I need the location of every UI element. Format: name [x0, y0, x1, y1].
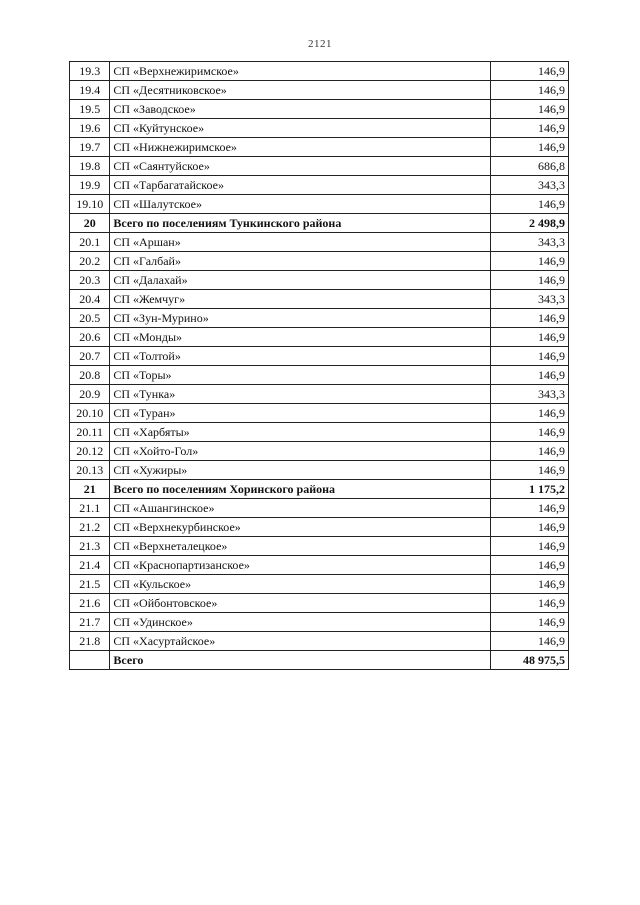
table-row [70, 176, 569, 195]
settlement-name-cell: СП «Верхнежиримское» [110, 62, 491, 81]
row-number-cell: 21.6 [70, 594, 110, 613]
table-row [70, 537, 569, 556]
table-row [70, 594, 569, 613]
settlement-name-cell: СП «Харбяты» [110, 423, 491, 442]
settlement-name-cell: СП «Тунка» [110, 385, 491, 404]
settlement-name-cell: СП «Заводское» [110, 100, 491, 119]
table-row [70, 328, 569, 347]
settlement-name-cell: СП «Ойбонтовское» [110, 594, 491, 613]
row-number-cell: 21 [70, 480, 110, 499]
settlement-name-cell: СП «Кульское» [110, 575, 491, 594]
row-number-cell: 21.8 [70, 632, 110, 651]
row-number-cell: 21.3 [70, 537, 110, 556]
amount-cell: 146,9 [491, 271, 569, 290]
table-row [70, 195, 569, 214]
amount-cell: 2 498,9 [491, 214, 569, 233]
table-row [70, 100, 569, 119]
amount-cell: 146,9 [491, 328, 569, 347]
amount-cell: 146,9 [491, 195, 569, 214]
amount-cell: 146,9 [491, 461, 569, 480]
table-row [70, 81, 569, 100]
amount-cell: 146,9 [491, 575, 569, 594]
row-number-cell: 20.3 [70, 271, 110, 290]
row-number-cell: 19.6 [70, 119, 110, 138]
settlement-name-cell: СП «Удинское» [110, 613, 491, 632]
row-number-cell: 21.5 [70, 575, 110, 594]
settlement-name-cell: СП «Саянтуйское» [110, 157, 491, 176]
table-row [70, 632, 569, 651]
table-row [70, 271, 569, 290]
row-number-cell [70, 651, 110, 670]
table-row [70, 309, 569, 328]
row-number-cell: 20.1 [70, 233, 110, 252]
amount-cell: 146,9 [491, 138, 569, 157]
amount-cell: 343,3 [491, 385, 569, 404]
amount-cell: 343,3 [491, 176, 569, 195]
row-number-cell: 19.4 [70, 81, 110, 100]
table-body [70, 62, 569, 670]
table-row [70, 290, 569, 309]
amount-cell: 146,9 [491, 613, 569, 632]
amount-cell: 146,9 [491, 252, 569, 271]
row-number-cell: 20.2 [70, 252, 110, 271]
row-number-cell: 20.13 [70, 461, 110, 480]
table-row [70, 423, 569, 442]
settlement-name-cell: СП «Верхнеталецкое» [110, 537, 491, 556]
settlement-name-cell: СП «Галбай» [110, 252, 491, 271]
row-number-cell: 20.12 [70, 442, 110, 461]
row-number-cell: 20.7 [70, 347, 110, 366]
amount-cell: 146,9 [491, 62, 569, 81]
settlement-name-cell: СП «Торы» [110, 366, 491, 385]
table-row [70, 366, 569, 385]
row-number-cell: 20.10 [70, 404, 110, 423]
amount-cell: 343,3 [491, 233, 569, 252]
amount-cell: 146,9 [491, 81, 569, 100]
amount-cell: 686,8 [491, 157, 569, 176]
settlement-name-cell: СП «Куйтунское» [110, 119, 491, 138]
amount-cell: 146,9 [491, 366, 569, 385]
settlements-table [69, 61, 569, 670]
settlement-name-cell: СП «Нижнежиримское» [110, 138, 491, 157]
settlement-name-cell: СП «Тарбагатайское» [110, 176, 491, 195]
row-number-cell: 20 [70, 214, 110, 233]
row-number-cell: 20.5 [70, 309, 110, 328]
amount-cell: 146,9 [491, 347, 569, 366]
amount-cell: 146,9 [491, 119, 569, 138]
table-row [70, 613, 569, 632]
row-number-cell: 21.4 [70, 556, 110, 575]
row-number-cell: 20.6 [70, 328, 110, 347]
row-number-cell: 20.8 [70, 366, 110, 385]
table-row [70, 499, 569, 518]
row-number-cell: 19.8 [70, 157, 110, 176]
settlement-name-cell: СП «Хужиры» [110, 461, 491, 480]
settlement-name-cell: СП «Зун-Мурино» [110, 309, 491, 328]
row-number-cell: 19.10 [70, 195, 110, 214]
table-row [70, 62, 569, 81]
settlement-name-cell: СП «Ашангинское» [110, 499, 491, 518]
row-number-cell: 21.2 [70, 518, 110, 537]
row-number-cell: 20.9 [70, 385, 110, 404]
settlement-name-cell: СП «Краснопартизанское» [110, 556, 491, 575]
amount-cell: 146,9 [491, 518, 569, 537]
table-row [70, 518, 569, 537]
settlement-name-cell: СП «Толтой» [110, 347, 491, 366]
settlement-name-cell: СП «Хасуртайское» [110, 632, 491, 651]
settlement-name-cell: Всего [110, 651, 491, 670]
row-number-cell: 19.7 [70, 138, 110, 157]
table-row [70, 119, 569, 138]
row-number-cell: 21.1 [70, 499, 110, 518]
table-row [70, 575, 569, 594]
amount-cell: 1 175,2 [491, 480, 569, 499]
amount-cell: 146,9 [491, 594, 569, 613]
settlement-name-cell: СП «Монды» [110, 328, 491, 347]
page-number: 2121 [308, 38, 332, 50]
table-row [70, 480, 569, 499]
settlement-name-cell: СП «Далахай» [110, 271, 491, 290]
settlement-name-cell: СП «Туран» [110, 404, 491, 423]
table-row [70, 233, 569, 252]
amount-cell: 146,9 [491, 404, 569, 423]
row-number-cell: 20.4 [70, 290, 110, 309]
row-number-cell: 19.3 [70, 62, 110, 81]
settlement-name-cell: СП «Верхнекурбинское» [110, 518, 491, 537]
table-row [70, 157, 569, 176]
settlement-name-cell: Всего по поселениям Тункинского района [110, 214, 491, 233]
table-row [70, 556, 569, 575]
settlement-name-cell: СП «Жемчуг» [110, 290, 491, 309]
settlement-name-cell: Всего по поселениям Хоринского района [110, 480, 491, 499]
row-number-cell: 21.7 [70, 613, 110, 632]
table-row [70, 461, 569, 480]
settlement-name-cell: СП «Хойто-Гол» [110, 442, 491, 461]
row-number-cell: 19.5 [70, 100, 110, 119]
table-row [70, 214, 569, 233]
amount-cell: 146,9 [491, 100, 569, 119]
amount-cell: 48 975,5 [491, 651, 569, 670]
table-row [70, 385, 569, 404]
amount-cell: 146,9 [491, 537, 569, 556]
amount-cell: 343,3 [491, 290, 569, 309]
amount-cell: 146,9 [491, 499, 569, 518]
table-row [70, 442, 569, 461]
row-number-cell: 20.11 [70, 423, 110, 442]
amount-cell: 146,9 [491, 632, 569, 651]
amount-cell: 146,9 [491, 309, 569, 328]
amount-cell: 146,9 [491, 423, 569, 442]
row-number-cell: 19.9 [70, 176, 110, 195]
amount-cell: 146,9 [491, 442, 569, 461]
settlement-name-cell: СП «Десятниковское» [110, 81, 491, 100]
table-row [70, 347, 569, 366]
settlement-name-cell: СП «Шалутское» [110, 195, 491, 214]
settlement-name-cell: СП «Аршан» [110, 233, 491, 252]
amount-cell: 146,9 [491, 556, 569, 575]
table-row [70, 404, 569, 423]
table-row [70, 651, 569, 670]
table-row [70, 252, 569, 271]
table-row [70, 138, 569, 157]
